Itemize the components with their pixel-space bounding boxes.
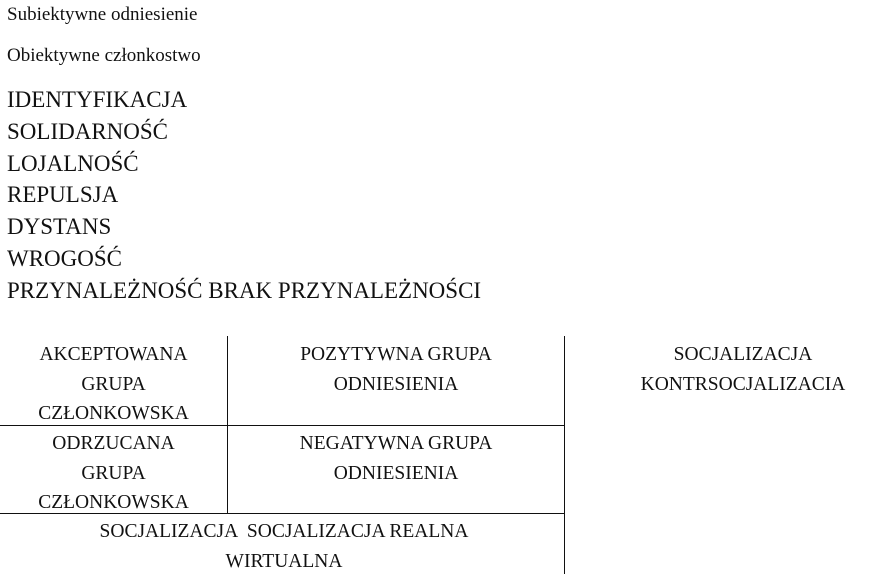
cell-accepted-membership-group: AKCEPTOWANA GRUPA CZŁONKOWSKA xyxy=(38,344,189,424)
term-loyalty: LOJALNOŚĆ xyxy=(7,150,139,176)
term-hostility: WROGOŚĆ xyxy=(7,245,123,271)
subjective-reference-label: Subiektywne odniesienie xyxy=(7,4,198,25)
group-reference-table xyxy=(0,336,566,576)
attitude-term-list xyxy=(7,84,481,307)
socialization-label: SOCJALIZACJA xyxy=(673,344,813,365)
term-solidarity: SOLIDARNOŚĆ xyxy=(7,118,169,144)
cell-rejected-membership-group: ODRZUCANA GRUPA CZŁONKOWSKA xyxy=(38,433,189,513)
cell-negative-reference-group: NEGATYWNA GRUPA ODNIESIENIA xyxy=(299,433,493,484)
cell-positive-reference-group: POZYTYWNA GRUPA ODNIESIENIA xyxy=(300,344,492,395)
term-membership: PRZYNALEŻNOŚĆ BRAK PRZYNALEŻNOŚCI xyxy=(7,277,482,303)
cell-socialization-real-virtual: SOCJALIZACJA SOCJALIZACJA REALNA WIRTUALNA xyxy=(99,521,473,572)
term-distance: DYSTANS xyxy=(7,214,112,240)
socialization-block xyxy=(608,340,877,399)
term-repulsion: REPULSJA xyxy=(7,182,119,208)
table-divider-vertical-right xyxy=(564,336,565,574)
term-identification: IDENTYFIKACJA xyxy=(7,87,188,112)
objective-membership-label: Obiektywne członkostwo xyxy=(7,45,201,66)
countersocialization-label: KONTRSOCJALIZACIA xyxy=(640,373,846,395)
